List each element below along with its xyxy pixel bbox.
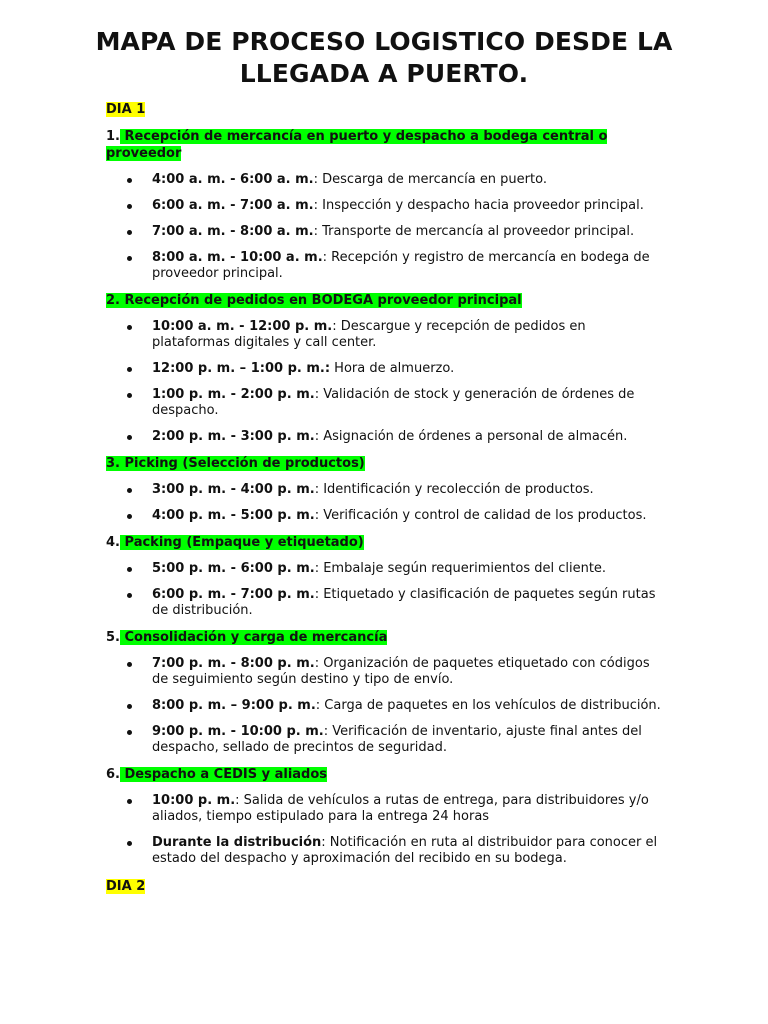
time-range: 6:00 a. m. - 7:00 a. m.: [152, 198, 314, 213]
bullet-list: [106, 561, 666, 619]
time-range: 4:00 p. m. - 5:00 p. m.: [152, 508, 315, 523]
list-item: [106, 561, 666, 577]
section-title: Consolidación y carga de mercancía: [119, 630, 388, 645]
day-label-1: DIA 1: [106, 102, 146, 117]
item-description: Hora de almuerzo.: [330, 361, 455, 376]
section-title: Despacho a CEDIS y aliados: [119, 767, 328, 782]
list-item: [106, 508, 666, 524]
item-description: : Organización de paquetes etiquetado con códigos de seguimiento según destino y tipo de envío.: [152, 656, 650, 687]
time-range: 10:00 a. m. - 12:00 p. m.: [152, 319, 333, 334]
bullet-icon: [127, 393, 132, 398]
bullet-list: [106, 656, 666, 756]
list-item: [106, 698, 666, 714]
item-description: : Validación de stock y generación de órdenes de despacho.: [152, 387, 635, 418]
section-heading: [106, 629, 666, 646]
list-item: [106, 793, 666, 825]
list-item: [106, 587, 666, 619]
time-range: 7:00 p. m. - 8:00 p. m.: [152, 656, 315, 671]
list-item: [106, 656, 666, 688]
time-range: 10:00 p. m.: [152, 793, 236, 808]
bullet-icon: [127, 435, 132, 440]
time-range: 2:00 p. m. - 3:00 p. m.: [152, 429, 315, 444]
section-heading: [106, 455, 666, 472]
item-description: : Salida de vehículos a rutas de entrega, para distribuidores y/o aliados, tiempo estipulado para la entrega 24 horas: [152, 793, 649, 824]
list-item: [106, 429, 666, 445]
time-range: 6:00 p. m. - 7:00 p. m.: [152, 587, 315, 602]
item-description: : Recepción y registro de mercancía en bodega de proveedor principal.: [152, 250, 650, 281]
bullet-icon: [127, 325, 132, 330]
item-description: : Descarga de mercancía en puerto.: [313, 172, 547, 187]
list-item: [106, 319, 666, 351]
item-description: : Carga de paquetes en los vehículos de distribución.: [315, 698, 661, 713]
list-item: [106, 224, 666, 240]
section-heading: [106, 292, 666, 309]
time-range: 7:00 a. m. - 8:00 a. m.: [152, 224, 314, 239]
item-description: : Embalaje según requerimientos del cliente.: [314, 561, 607, 576]
section-title: Recepción de pedidos en BODEGA proveedor principal: [119, 293, 522, 308]
bullet-icon: [127, 799, 132, 804]
section-number: 1.: [106, 129, 120, 144]
bullet-list: [106, 482, 666, 524]
section-number: 4.: [106, 535, 120, 550]
item-description: : Asignación de órdenes a personal de almacén.: [314, 429, 628, 444]
section-title: Recepción de mercancía en puerto y despacho a bodega central o proveedor: [106, 129, 608, 161]
list-item: [106, 361, 666, 377]
time-range: 8:00 a. m. - 10:00 a. m.: [152, 250, 323, 265]
list-item: [106, 250, 666, 282]
time-range: 9:00 p. m. - 10:00 p. m.: [152, 724, 324, 739]
bullet-icon: [127, 841, 132, 846]
section-title: Packing (Empaque y etiquetado): [119, 535, 364, 550]
time-range: 1:00 p. m. - 2:00 p. m.: [152, 387, 315, 402]
document-page: [95, 26, 673, 895]
list-item: [106, 198, 666, 214]
bullet-icon: [127, 704, 132, 709]
bullet-icon: [127, 567, 132, 572]
list-item: [106, 482, 666, 498]
list-item: [106, 172, 666, 188]
item-description: : Notificación en ruta al distribuidor para conocer el estado del despacho y aproximación del recibido en su bodega.: [152, 835, 658, 866]
bullet-icon: [127, 730, 132, 735]
section-number: 3.: [106, 456, 120, 471]
bullet-icon: [127, 256, 132, 261]
section-number: 6.: [106, 767, 120, 782]
section-number: 5.: [106, 630, 120, 645]
bullet-icon: [127, 488, 132, 493]
bullet-list: [106, 319, 666, 445]
time-range: 8:00 p. m. – 9:00 p. m.: [152, 698, 316, 713]
time-range: 3:00 p. m. - 4:00 p. m.: [152, 482, 315, 497]
day-label-2: DIA 2: [106, 879, 146, 894]
time-range: Durante la distribución: [152, 835, 322, 850]
bullet-icon: [127, 230, 132, 235]
bullet-icon: [127, 662, 132, 667]
item-description: : Verificación de inventario, ajuste final antes del despacho, sellado de precintos de seguridad.: [152, 724, 642, 755]
section-heading: [106, 128, 666, 162]
item-description: : Transporte de mercancía al proveedor principal.: [313, 224, 635, 239]
item-description: : Descargue y recepción de pedidos en plataformas digitales y call center.: [152, 319, 586, 350]
process-sections: [106, 128, 666, 867]
section-title: Picking (Selección de productos): [119, 456, 365, 471]
bullet-list: [106, 172, 666, 282]
page-title: MAPA DE PROCESO LOGISTICO DESDE LA LLEGADA A PUERTO.: [95, 27, 673, 88]
section-heading: [106, 534, 666, 551]
bullet-icon: [127, 514, 132, 519]
section-number: 2.: [106, 293, 120, 308]
bullet-icon: [127, 367, 132, 372]
item-description: : Inspección y despacho hacia proveedor principal.: [313, 198, 644, 213]
bullet-icon: [127, 204, 132, 209]
list-item: [106, 724, 666, 756]
section-heading: [106, 766, 666, 783]
item-description: : Etiquetado y clasificación de paquetes según rutas de distribución.: [152, 587, 656, 618]
bullet-icon: [127, 178, 132, 183]
item-description: : Identificación y recolección de productos.: [314, 482, 594, 497]
list-item: [106, 835, 666, 867]
bullet-icon: [127, 593, 132, 598]
time-range: 4:00 a. m. - 6:00 a. m.: [152, 172, 314, 187]
item-description: : Verificación y control de calidad de los productos.: [314, 508, 647, 523]
time-range: 5:00 p. m. - 6:00 p. m.: [152, 561, 315, 576]
time-range: 12:00 p. m. – 1:00 p. m.:: [152, 361, 331, 376]
bullet-list: [106, 793, 666, 867]
list-item: [106, 387, 666, 419]
